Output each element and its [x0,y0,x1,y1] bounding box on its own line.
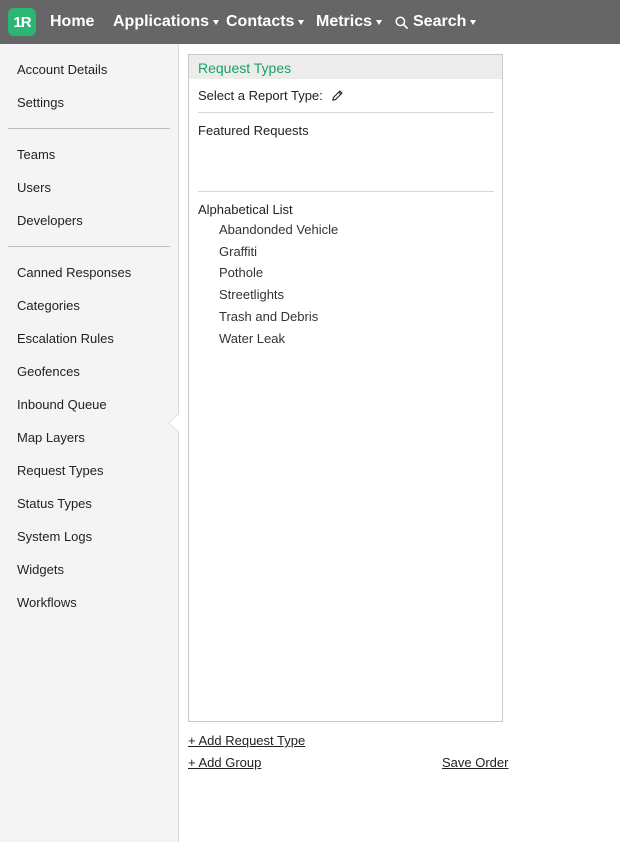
list-item[interactable]: Abandonded Vehicle [219,222,339,237]
list-item[interactable]: Pothole [219,265,264,281]
chevron-down-icon [376,20,382,25]
sidebar [0,44,179,842]
sidebar-item-categories[interactable]: Categories [17,298,80,313]
request-type-list [219,219,338,349]
sidebar-item-developers[interactable]: Developers [17,213,83,228]
add-group-link[interactable]: + Add Group [188,755,262,770]
sidebar-item-status-types[interactable]: Status Types [17,496,92,511]
nav-search[interactable] [395,0,476,44]
panel-title: Request Types [189,55,502,79]
panel-divider [198,191,494,192]
chevron-down-icon [298,20,304,25]
chevron-down-icon [470,20,476,25]
select-report-type-label: Select a Report Type: [198,88,323,103]
list-item[interactable]: Streetlights [219,287,285,303]
nav-metrics-label: Metrics [316,13,373,30]
sidebar-item-account-details[interactable]: Account Details [17,62,108,77]
sidebar-item-settings[interactable]: Settings [17,95,64,110]
nav-contacts-label: Contacts [226,13,295,30]
sidebar-item-inbound-queue[interactable]: Inbound Queue [17,397,107,412]
sidebar-item-users[interactable]: Users [17,180,51,195]
sidebar-divider [8,246,170,247]
logo-text: 1R [13,13,31,31]
select-report-type-row [198,88,344,103]
list-item[interactable]: Graffiti [219,243,258,259]
featured-requests-label: Featured Requests [198,123,309,138]
sidebar-divider [8,128,170,129]
sidebar-item-canned-responses[interactable]: Canned Responses [17,265,132,280]
pencil-icon[interactable] [331,89,344,102]
sidebar-item-map-layers[interactable]: Map Layers [17,430,85,445]
sidebar-item-teams[interactable]: Teams [17,147,56,162]
request-types-panel [188,54,503,722]
sidebar-item-geofences[interactable]: Geofences [17,364,80,379]
sidebar-item-escalation-rules[interactable]: Escalation Rules [17,331,114,346]
search-icon [395,16,408,29]
nav-search-label: Search [413,13,467,30]
add-request-type-link[interactable]: + Add Request Type [188,733,306,748]
nav-home-label: Home [50,13,95,30]
list-item[interactable]: Water Leak [219,330,285,346]
nav-metrics[interactable] [316,0,382,44]
nav-home[interactable] [50,0,94,44]
panel-divider [198,112,494,113]
sidebar-item-widgets[interactable]: Widgets [17,562,64,577]
alphabetical-list-label: Alphabetical List [198,202,293,217]
sidebar-item-workflows[interactable]: Workflows [17,595,77,610]
nav-applications-label: Applications [113,13,210,30]
list-item[interactable]: Trash and Debris [219,308,319,324]
top-navigation-bar [0,0,620,44]
chevron-down-icon [213,20,219,25]
active-item-indicator [169,414,179,432]
sidebar-item-system-logs[interactable]: System Logs [17,529,93,544]
app-logo[interactable] [8,8,36,36]
save-order-link[interactable]: Save Order [442,755,509,770]
sidebar-item-request-types[interactable]: Request Types [17,463,104,478]
nav-contacts[interactable] [226,0,304,44]
nav-applications[interactable] [113,0,219,44]
